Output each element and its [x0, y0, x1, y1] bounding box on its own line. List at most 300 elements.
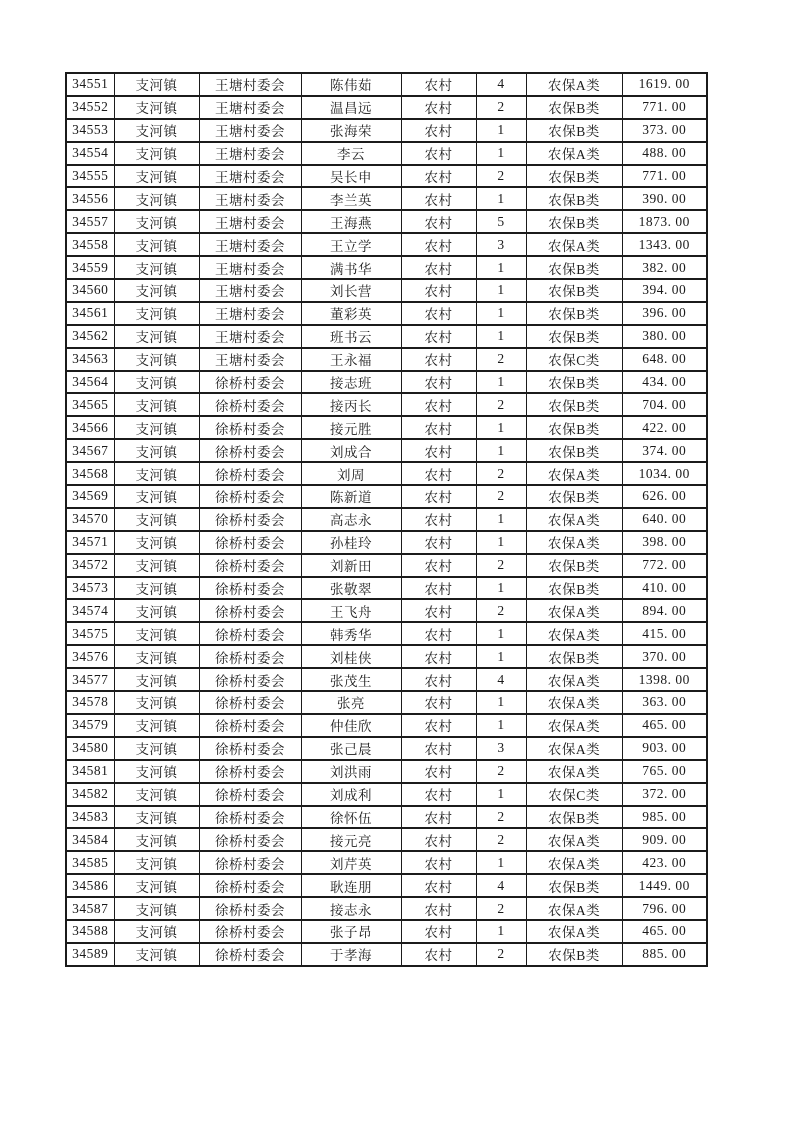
- cell-village_committee: 徐桥村委会: [199, 416, 301, 439]
- cell-town: 支河镇: [114, 531, 199, 554]
- cell-village_committee: 王塘村委会: [199, 142, 301, 165]
- cell-record_id: 34557: [66, 210, 114, 233]
- cell-residence_type: 农村: [401, 760, 476, 783]
- cell-insurance_category: 农保B类: [526, 393, 622, 416]
- cell-residence_type: 农村: [401, 485, 476, 508]
- table-row: [66, 577, 707, 600]
- cell-record_id: 34572: [66, 554, 114, 577]
- cell-village_committee: 徐桥村委会: [199, 783, 301, 806]
- cell-record_id: 34576: [66, 645, 114, 668]
- cell-town: 支河镇: [114, 508, 199, 531]
- cell-residence_type: 农村: [401, 714, 476, 737]
- cell-insurance_category: 农保A类: [526, 828, 622, 851]
- cell-insurance_category: 农保A类: [526, 897, 622, 920]
- cell-person_count: 1: [476, 256, 526, 279]
- cell-person_count: 5: [476, 210, 526, 233]
- cell-village_committee: 徐桥村委会: [199, 393, 301, 416]
- cell-record_id: 34585: [66, 851, 114, 874]
- cell-amount: 894. 00: [622, 599, 707, 622]
- cell-person_count: 1: [476, 416, 526, 439]
- cell-person_name: 班书云: [301, 325, 401, 348]
- table-row: [66, 668, 707, 691]
- cell-village_committee: 王塘村委会: [199, 256, 301, 279]
- cell-town: 支河镇: [114, 325, 199, 348]
- cell-amount: 1619. 00: [622, 73, 707, 96]
- table-row: [66, 416, 707, 439]
- cell-amount: 648. 00: [622, 348, 707, 371]
- cell-amount: 1873. 00: [622, 210, 707, 233]
- table-row: [66, 325, 707, 348]
- cell-person_name: 刘新田: [301, 554, 401, 577]
- cell-residence_type: 农村: [401, 531, 476, 554]
- cell-record_id: 34568: [66, 462, 114, 485]
- cell-town: 支河镇: [114, 668, 199, 691]
- cell-residence_type: 农村: [401, 874, 476, 897]
- cell-amount: 909. 00: [622, 828, 707, 851]
- cell-person_name: 董彩英: [301, 302, 401, 325]
- cell-amount: 903. 00: [622, 737, 707, 760]
- cell-town: 支河镇: [114, 439, 199, 462]
- cell-village_committee: 王塘村委会: [199, 348, 301, 371]
- cell-amount: 1449. 00: [622, 874, 707, 897]
- cell-town: 支河镇: [114, 554, 199, 577]
- cell-person_name: 陈伟茹: [301, 73, 401, 96]
- cell-record_id: 34575: [66, 622, 114, 645]
- cell-amount: 465. 00: [622, 920, 707, 943]
- cell-record_id: 34558: [66, 233, 114, 256]
- cell-village_committee: 王塘村委会: [199, 279, 301, 302]
- cell-residence_type: 农村: [401, 851, 476, 874]
- cell-insurance_category: 农保B类: [526, 554, 622, 577]
- cell-insurance_category: 农保A类: [526, 920, 622, 943]
- table-row: [66, 874, 707, 897]
- cell-town: 支河镇: [114, 485, 199, 508]
- cell-amount: 390. 00: [622, 187, 707, 210]
- cell-town: 支河镇: [114, 233, 199, 256]
- cell-insurance_category: 农保B类: [526, 210, 622, 233]
- cell-person_name: 李兰英: [301, 187, 401, 210]
- table-row: [66, 348, 707, 371]
- cell-person_count: 2: [476, 165, 526, 188]
- cell-town: 支河镇: [114, 760, 199, 783]
- cell-person_count: 1: [476, 371, 526, 394]
- cell-person_name: 张敬翠: [301, 577, 401, 600]
- cell-amount: 765. 00: [622, 760, 707, 783]
- cell-person_count: 1: [476, 325, 526, 348]
- cell-person_count: 2: [476, 554, 526, 577]
- cell-insurance_category: 农保B类: [526, 943, 622, 966]
- cell-amount: 1398. 00: [622, 668, 707, 691]
- cell-person_name: 刘周: [301, 462, 401, 485]
- cell-insurance_category: 农保A类: [526, 531, 622, 554]
- table-row: [66, 599, 707, 622]
- cell-record_id: 34577: [66, 668, 114, 691]
- cell-person_count: 2: [476, 96, 526, 119]
- cell-village_committee: 徐桥村委会: [199, 439, 301, 462]
- cell-person_count: 1: [476, 622, 526, 645]
- cell-record_id: 34571: [66, 531, 114, 554]
- cell-person_name: 王立学: [301, 233, 401, 256]
- cell-insurance_category: 农保B类: [526, 485, 622, 508]
- table-row: [66, 828, 707, 851]
- cell-amount: 771. 00: [622, 96, 707, 119]
- cell-person_count: 1: [476, 691, 526, 714]
- cell-record_id: 34556: [66, 187, 114, 210]
- cell-village_committee: 徐桥村委会: [199, 668, 301, 691]
- cell-amount: 398. 00: [622, 531, 707, 554]
- cell-insurance_category: 农保A类: [526, 233, 622, 256]
- cell-insurance_category: 农保B类: [526, 577, 622, 600]
- cell-amount: 374. 00: [622, 439, 707, 462]
- cell-insurance_category: 农保B类: [526, 302, 622, 325]
- cell-residence_type: 农村: [401, 737, 476, 760]
- cell-town: 支河镇: [114, 851, 199, 874]
- cell-amount: 772. 00: [622, 554, 707, 577]
- cell-person_name: 张己晨: [301, 737, 401, 760]
- cell-residence_type: 农村: [401, 187, 476, 210]
- cell-village_committee: 徐桥村委会: [199, 531, 301, 554]
- cell-person_count: 1: [476, 577, 526, 600]
- cell-village_committee: 徐桥村委会: [199, 462, 301, 485]
- cell-village_committee: 徐桥村委会: [199, 874, 301, 897]
- table-row: [66, 783, 707, 806]
- cell-residence_type: 农村: [401, 279, 476, 302]
- cell-person_name: 陈新道: [301, 485, 401, 508]
- cell-insurance_category: 农保A类: [526, 73, 622, 96]
- cell-insurance_category: 农保A类: [526, 737, 622, 760]
- cell-amount: 370. 00: [622, 645, 707, 668]
- cell-town: 支河镇: [114, 714, 199, 737]
- cell-insurance_category: 农保A类: [526, 851, 622, 874]
- cell-record_id: 34554: [66, 142, 114, 165]
- table-row: [66, 645, 707, 668]
- cell-village_committee: 徐桥村委会: [199, 920, 301, 943]
- table-row: [66, 371, 707, 394]
- cell-insurance_category: 农保A类: [526, 691, 622, 714]
- cell-person_name: 张海荣: [301, 119, 401, 142]
- table-row: [66, 256, 707, 279]
- cell-town: 支河镇: [114, 691, 199, 714]
- cell-person_count: 2: [476, 485, 526, 508]
- cell-person_name: 王永福: [301, 348, 401, 371]
- cell-person_name: 张亮: [301, 691, 401, 714]
- cell-amount: 422. 00: [622, 416, 707, 439]
- cell-amount: 434. 00: [622, 371, 707, 394]
- cell-amount: 704. 00: [622, 393, 707, 416]
- cell-amount: 410. 00: [622, 577, 707, 600]
- cell-person_count: 1: [476, 783, 526, 806]
- cell-record_id: 34573: [66, 577, 114, 600]
- cell-village_committee: 徐桥村委会: [199, 851, 301, 874]
- table-row: [66, 96, 707, 119]
- cell-person_name: 韩秀华: [301, 622, 401, 645]
- cell-person_count: 2: [476, 462, 526, 485]
- cell-town: 支河镇: [114, 302, 199, 325]
- cell-person_count: 2: [476, 599, 526, 622]
- cell-person_name: 孙桂玲: [301, 531, 401, 554]
- cell-village_committee: 徐桥村委会: [199, 714, 301, 737]
- cell-village_committee: 徐桥村委会: [199, 828, 301, 851]
- cell-person_name: 接元胜: [301, 416, 401, 439]
- cell-amount: 771. 00: [622, 165, 707, 188]
- cell-residence_type: 农村: [401, 348, 476, 371]
- cell-record_id: 34563: [66, 348, 114, 371]
- cell-village_committee: 徐桥村委会: [199, 485, 301, 508]
- table-row: [66, 439, 707, 462]
- cell-record_id: 34584: [66, 828, 114, 851]
- cell-town: 支河镇: [114, 165, 199, 188]
- table-row: [66, 531, 707, 554]
- cell-town: 支河镇: [114, 806, 199, 829]
- cell-residence_type: 农村: [401, 439, 476, 462]
- cell-record_id: 34581: [66, 760, 114, 783]
- cell-person_count: 4: [476, 668, 526, 691]
- cell-record_id: 34578: [66, 691, 114, 714]
- cell-town: 支河镇: [114, 943, 199, 966]
- cell-insurance_category: 农保A类: [526, 714, 622, 737]
- cell-insurance_category: 农保B类: [526, 96, 622, 119]
- cell-insurance_category: 农保B类: [526, 645, 622, 668]
- cell-residence_type: 农村: [401, 256, 476, 279]
- cell-insurance_category: 农保B类: [526, 325, 622, 348]
- cell-record_id: 34561: [66, 302, 114, 325]
- cell-person_name: 刘成合: [301, 439, 401, 462]
- cell-amount: 394. 00: [622, 279, 707, 302]
- cell-person_count: 3: [476, 233, 526, 256]
- cell-residence_type: 农村: [401, 416, 476, 439]
- cell-town: 支河镇: [114, 599, 199, 622]
- cell-residence_type: 农村: [401, 73, 476, 96]
- cell-amount: 885. 00: [622, 943, 707, 966]
- table-row: [66, 943, 707, 966]
- cell-person_count: 1: [476, 119, 526, 142]
- cell-town: 支河镇: [114, 73, 199, 96]
- cell-village_committee: 徐桥村委会: [199, 622, 301, 645]
- cell-insurance_category: 农保C类: [526, 783, 622, 806]
- cell-person_count: 1: [476, 920, 526, 943]
- cell-amount: 423. 00: [622, 851, 707, 874]
- cell-village_committee: 徐桥村委会: [199, 645, 301, 668]
- cell-insurance_category: 农保A类: [526, 508, 622, 531]
- cell-person_count: 2: [476, 943, 526, 966]
- cell-person_count: 2: [476, 828, 526, 851]
- table-row: [66, 73, 707, 96]
- cell-record_id: 34570: [66, 508, 114, 531]
- cell-insurance_category: 农保B类: [526, 806, 622, 829]
- cell-insurance_category: 农保B类: [526, 416, 622, 439]
- cell-insurance_category: 农保A类: [526, 622, 622, 645]
- cell-person_count: 1: [476, 439, 526, 462]
- cell-person_name: 耿连朋: [301, 874, 401, 897]
- cell-town: 支河镇: [114, 119, 199, 142]
- cell-town: 支河镇: [114, 210, 199, 233]
- cell-person_count: 1: [476, 302, 526, 325]
- table-row: [66, 233, 707, 256]
- cell-person_name: 刘成利: [301, 783, 401, 806]
- cell-person_name: 刘芹英: [301, 851, 401, 874]
- table-row: [66, 279, 707, 302]
- cell-record_id: 34566: [66, 416, 114, 439]
- cell-village_committee: 徐桥村委会: [199, 371, 301, 394]
- cell-insurance_category: 农保A类: [526, 668, 622, 691]
- cell-person_name: 王飞舟: [301, 599, 401, 622]
- cell-residence_type: 农村: [401, 943, 476, 966]
- cell-village_committee: 王塘村委会: [199, 165, 301, 188]
- cell-residence_type: 农村: [401, 806, 476, 829]
- cell-village_committee: 徐桥村委会: [199, 737, 301, 760]
- cell-residence_type: 农村: [401, 920, 476, 943]
- cell-amount: 415. 00: [622, 622, 707, 645]
- cell-person_count: 1: [476, 279, 526, 302]
- table-row: [66, 142, 707, 165]
- cell-person_count: 2: [476, 393, 526, 416]
- cell-town: 支河镇: [114, 622, 199, 645]
- cell-town: 支河镇: [114, 737, 199, 760]
- cell-insurance_category: 农保B类: [526, 371, 622, 394]
- cell-village_committee: 徐桥村委会: [199, 554, 301, 577]
- cell-residence_type: 农村: [401, 622, 476, 645]
- cell-town: 支河镇: [114, 645, 199, 668]
- table-row: [66, 554, 707, 577]
- cell-person_name: 接丙长: [301, 393, 401, 416]
- cell-village_committee: 徐桥村委会: [199, 897, 301, 920]
- table-row: [66, 165, 707, 188]
- cell-record_id: 34580: [66, 737, 114, 760]
- cell-person_count: 1: [476, 187, 526, 210]
- cell-village_committee: 王塘村委会: [199, 233, 301, 256]
- cell-record_id: 34562: [66, 325, 114, 348]
- cell-village_committee: 王塘村委会: [199, 325, 301, 348]
- cell-residence_type: 农村: [401, 325, 476, 348]
- cell-amount: 373. 00: [622, 119, 707, 142]
- cell-record_id: 34564: [66, 371, 114, 394]
- cell-person_count: 2: [476, 760, 526, 783]
- cell-residence_type: 农村: [401, 668, 476, 691]
- cell-record_id: 34553: [66, 119, 114, 142]
- cell-amount: 796. 00: [622, 897, 707, 920]
- table-row: [66, 119, 707, 142]
- cell-person_count: 1: [476, 645, 526, 668]
- table-row: [66, 302, 707, 325]
- cell-village_committee: 王塘村委会: [199, 187, 301, 210]
- cell-person_name: 吴长申: [301, 165, 401, 188]
- cell-record_id: 34552: [66, 96, 114, 119]
- cell-insurance_category: 农保B类: [526, 439, 622, 462]
- cell-insurance_category: 农保C类: [526, 348, 622, 371]
- cell-insurance_category: 农保B类: [526, 165, 622, 188]
- cell-residence_type: 农村: [401, 577, 476, 600]
- cell-residence_type: 农村: [401, 691, 476, 714]
- cell-residence_type: 农村: [401, 897, 476, 920]
- table-row: [66, 806, 707, 829]
- cell-insurance_category: 农保B类: [526, 279, 622, 302]
- cell-town: 支河镇: [114, 897, 199, 920]
- cell-person_name: 接元亮: [301, 828, 401, 851]
- cell-person_name: 满书华: [301, 256, 401, 279]
- cell-amount: 626. 00: [622, 485, 707, 508]
- cell-insurance_category: 农保B类: [526, 256, 622, 279]
- cell-amount: 1343. 00: [622, 233, 707, 256]
- table-row: [66, 897, 707, 920]
- cell-town: 支河镇: [114, 416, 199, 439]
- cell-amount: 1034. 00: [622, 462, 707, 485]
- table-row: [66, 851, 707, 874]
- cell-person_name: 接志永: [301, 897, 401, 920]
- cell-person_count: 4: [476, 73, 526, 96]
- table-row: [66, 737, 707, 760]
- table-row: [66, 508, 707, 531]
- cell-person_count: 1: [476, 714, 526, 737]
- cell-town: 支河镇: [114, 371, 199, 394]
- cell-town: 支河镇: [114, 783, 199, 806]
- table-row: [66, 485, 707, 508]
- cell-person_count: 2: [476, 897, 526, 920]
- cell-person_name: 刘洪雨: [301, 760, 401, 783]
- table-row: [66, 920, 707, 943]
- cell-amount: 396. 00: [622, 302, 707, 325]
- cell-town: 支河镇: [114, 142, 199, 165]
- cell-town: 支河镇: [114, 96, 199, 119]
- cell-residence_type: 农村: [401, 302, 476, 325]
- cell-person_count: 4: [476, 874, 526, 897]
- cell-residence_type: 农村: [401, 119, 476, 142]
- table-row: [66, 622, 707, 645]
- cell-person_name: 于孝海: [301, 943, 401, 966]
- cell-amount: 372. 00: [622, 783, 707, 806]
- cell-person_name: 刘长营: [301, 279, 401, 302]
- cell-residence_type: 农村: [401, 210, 476, 233]
- table-row: [66, 187, 707, 210]
- table-row: [66, 393, 707, 416]
- cell-residence_type: 农村: [401, 828, 476, 851]
- cell-town: 支河镇: [114, 393, 199, 416]
- cell-town: 支河镇: [114, 920, 199, 943]
- cell-residence_type: 农村: [401, 165, 476, 188]
- cell-record_id: 34587: [66, 897, 114, 920]
- cell-residence_type: 农村: [401, 371, 476, 394]
- cell-residence_type: 农村: [401, 393, 476, 416]
- cell-town: 支河镇: [114, 462, 199, 485]
- cell-residence_type: 农村: [401, 508, 476, 531]
- cell-town: 支河镇: [114, 279, 199, 302]
- cell-person_name: 张茂生: [301, 668, 401, 691]
- cell-record_id: 34574: [66, 599, 114, 622]
- cell-record_id: 34567: [66, 439, 114, 462]
- cell-residence_type: 农村: [401, 599, 476, 622]
- cell-amount: 465. 00: [622, 714, 707, 737]
- cell-insurance_category: 农保A类: [526, 599, 622, 622]
- cell-village_committee: 徐桥村委会: [199, 760, 301, 783]
- cell-person_count: 2: [476, 348, 526, 371]
- cell-amount: 380. 00: [622, 325, 707, 348]
- table-row: [66, 691, 707, 714]
- cell-village_committee: 王塘村委会: [199, 302, 301, 325]
- cell-insurance_category: 农保A类: [526, 462, 622, 485]
- cell-record_id: 34586: [66, 874, 114, 897]
- cell-person_name: 王海燕: [301, 210, 401, 233]
- cell-person_name: 仲佳欣: [301, 714, 401, 737]
- cell-person_count: 1: [476, 508, 526, 531]
- cell-residence_type: 农村: [401, 96, 476, 119]
- cell-village_committee: 王塘村委会: [199, 210, 301, 233]
- cell-person_name: 李云: [301, 142, 401, 165]
- cell-town: 支河镇: [114, 874, 199, 897]
- cell-amount: 382. 00: [622, 256, 707, 279]
- cell-amount: 363. 00: [622, 691, 707, 714]
- cell-record_id: 34582: [66, 783, 114, 806]
- cell-record_id: 34569: [66, 485, 114, 508]
- cell-record_id: 34559: [66, 256, 114, 279]
